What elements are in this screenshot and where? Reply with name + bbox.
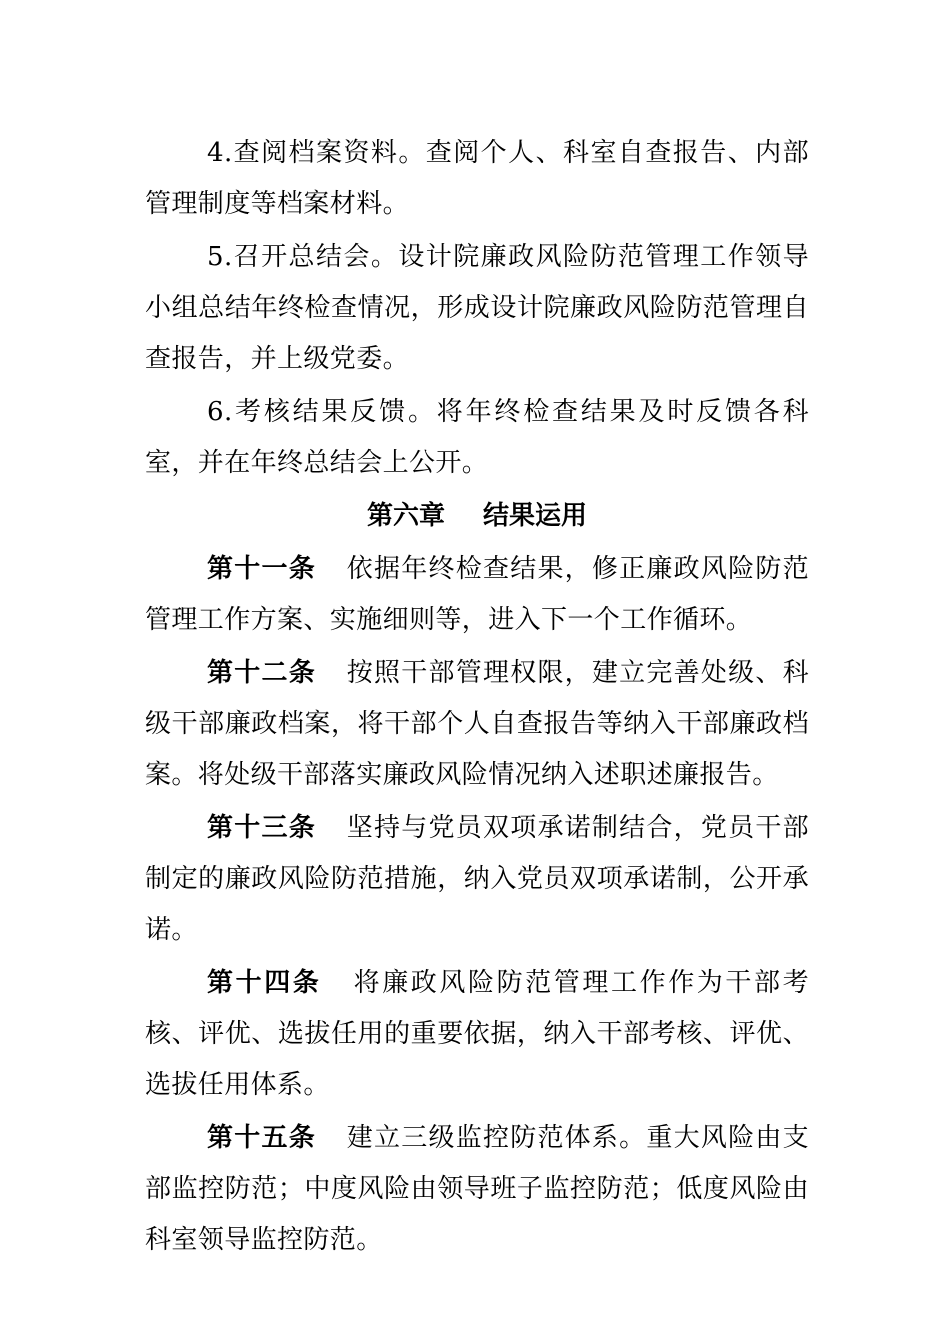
list-item-4: 4.查阅档案资料。查阅个人、科室自查报告、内部管理制度等档案材料。 <box>145 138 809 219</box>
chapter-heading <box>145 491 809 542</box>
document-page <box>145 128 809 1268</box>
article-label: 第十三条 <box>207 813 316 843</box>
article-14 <box>145 958 809 1111</box>
list-item-5: 5.召开总结会。设计院廉政风险防范管理工作领导小组总结年终检查情况，形成设计院廉政风险防范管理自查报告，并上级党委。 <box>145 242 809 374</box>
article-label: 第十四条 <box>207 968 322 998</box>
article-13 <box>145 803 809 956</box>
chapter-number: 第六章 <box>366 501 445 531</box>
article-15 <box>145 1113 809 1266</box>
article-11 <box>145 544 809 646</box>
article-text: 坚持与党员双项承诺制结合，党员干部制定的廉政风险防范措施，纳入党员双项承诺制，公开承诺。 <box>145 813 809 945</box>
article-label: 第十二条 <box>207 658 316 688</box>
list-item-6: 6.考核结果反馈。将年终检查结果及时反馈各科室，并在年终总结会上公开。 <box>145 397 809 478</box>
article-label: 第十一条 <box>207 554 316 584</box>
chapter-title: 结果运用 <box>483 501 588 531</box>
article-12 <box>145 648 809 801</box>
article-text: 建立三级监控防范体系。重大风险由支部监控防范；中度风险由领导班子监控防范；低度风险由科室领导监控防范。 <box>145 1123 809 1255</box>
article-text: 依据年终检查结果，修正廉政风险防范管理工作方案、实施细则等，进入下一个工作循环。 <box>145 554 809 635</box>
article-label: 第十五条 <box>207 1123 316 1153</box>
article-text: 按照干部管理权限，建立完善处级、科级干部廉政档案，将干部个人自查报告等纳入干部廉政档案。将处级干部落实廉政风险情况纳入述职述廉报告。 <box>145 658 809 790</box>
article-text: 将廉政风险防范管理工作作为干部考核、评优、选拔任用的重要依据，纳入干部考核、评优、选拔任用体系。 <box>145 968 809 1100</box>
